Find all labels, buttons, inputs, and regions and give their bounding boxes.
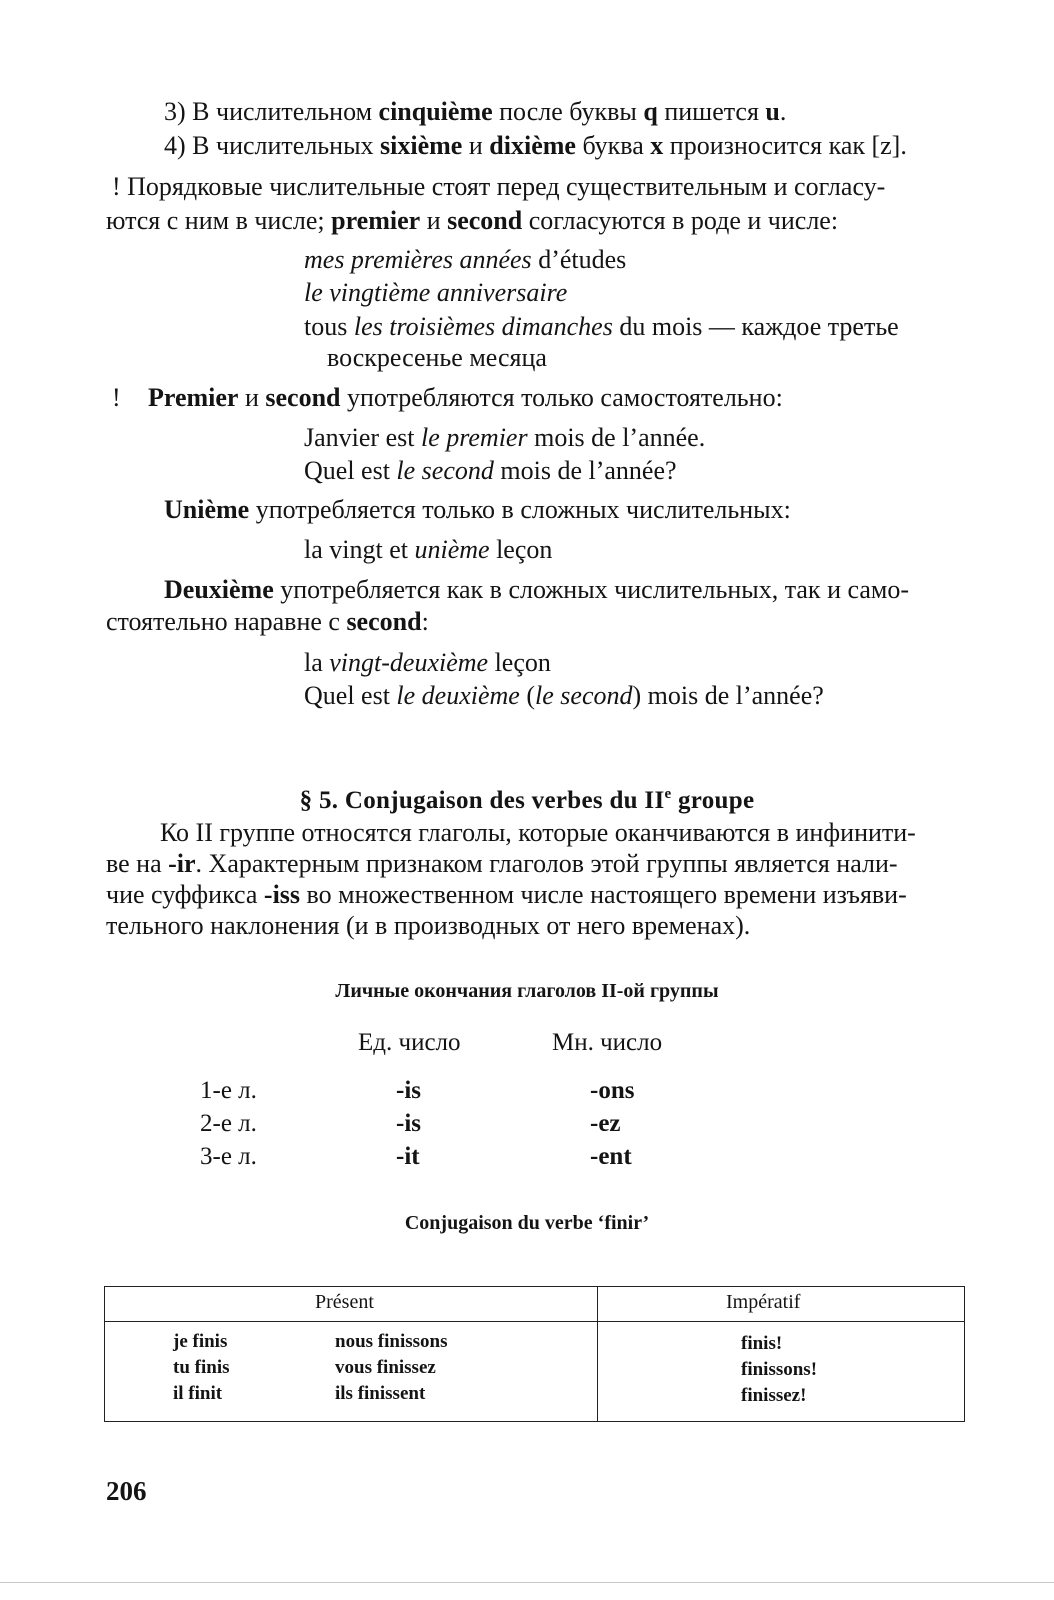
endings-singular: -it [396, 1143, 420, 1170]
deuxieme-rule-line-2 [106, 607, 429, 637]
note-1-line-2 [106, 206, 838, 236]
note-term: Premier [148, 383, 239, 412]
page-number: 206 [106, 1476, 147, 1506]
section-heading [0, 786, 1054, 815]
example-text: mois de l’année? [493, 456, 677, 485]
note-text: и [238, 383, 266, 412]
endings-singular: -is [396, 1110, 421, 1137]
finir-form: vous finissez [335, 1357, 436, 1378]
example-line [304, 535, 552, 565]
example-line: le vingtième anniversaire [304, 278, 568, 307]
intro-line-4: тельного наклонения (и в производных от него временах). [106, 911, 751, 940]
endings-singular: -is [396, 1077, 421, 1104]
example-line [304, 423, 705, 453]
finir-imperative: finis! [741, 1333, 783, 1354]
intro-line-3 [106, 880, 907, 910]
note-term: second [447, 206, 523, 235]
table-divider [597, 1287, 598, 1421]
note-text: употребляются только самостоятельно: [340, 383, 783, 412]
rule-text: стоятельно наравне с [106, 607, 347, 636]
rule-3-letter: q [643, 97, 658, 126]
endings-plural: -ent [590, 1143, 632, 1170]
note-term: premier [331, 206, 421, 235]
example-text: leçon [488, 648, 551, 677]
example-text: du mois — каждое третье [612, 312, 899, 341]
example-italic: unième [414, 535, 490, 564]
rule-3-text: пишется [657, 97, 766, 126]
rule-4-term: dixième [489, 131, 576, 160]
finir-header-imperatif: Impératif [726, 1291, 801, 1313]
intro-term: -iss [263, 880, 301, 909]
intro-text: ве на [106, 849, 169, 878]
finir-title: Conjugaison du verbe ‘finir’ [404, 1212, 650, 1234]
endings-header-singular: Ед. число [358, 1029, 461, 1056]
example-italic: le second [535, 681, 633, 710]
example-text: Quel est [304, 456, 397, 485]
rule-4-text: 4) В числительных [164, 131, 381, 160]
endings-person: 3-е л. [200, 1143, 257, 1170]
example-italic: les troisièmes dimanches [353, 312, 613, 341]
rule-text: употребляется только в сложных числительных: [249, 495, 791, 524]
note-term: second [265, 383, 341, 412]
example-line [304, 245, 626, 275]
note-text: согласуются в роде и числе: [522, 206, 839, 235]
example-text: Quel est [304, 681, 397, 710]
rule-3-term: cinquième [378, 97, 493, 126]
rule-term: second [346, 607, 422, 636]
rule-term: Deuxième [164, 575, 274, 604]
example-italic: le deuxième [396, 681, 520, 710]
intro-line-1: Ко II группе относятся глаголы, которые оканчиваются в инфинити- [160, 818, 916, 847]
endings-plural: -ons [590, 1077, 635, 1104]
finir-form: nous finissons [335, 1331, 448, 1352]
rule-4-term: sixième [380, 131, 463, 160]
section-heading-superscript: e [664, 786, 672, 802]
intro-text: во множественном числе настоящего времени изъяви- [300, 880, 907, 909]
finir-imperative: finissez! [741, 1385, 807, 1406]
rule-text: употребляется как в сложных числительных, так и само- [273, 575, 909, 604]
rule-3-text: 3) В числительном [164, 97, 379, 126]
endings-person: 1-е л. [200, 1077, 257, 1104]
example-italic: mes premières années [304, 245, 532, 274]
example-text: leçon [489, 535, 553, 564]
finir-form: tu finis [173, 1357, 230, 1378]
example-line [304, 681, 824, 711]
rule-3-text: после буквы [492, 97, 644, 126]
example-italic: le second [396, 456, 494, 485]
finir-form: il finit [173, 1383, 223, 1404]
scan-edge-line [0, 1582, 1054, 1583]
rule-4-text: произносится как [z]. [663, 131, 907, 160]
intro-text: чие суффикса [106, 880, 264, 909]
example-line [304, 648, 551, 678]
deuxieme-rule-line-1 [164, 575, 909, 605]
example-text: d’études [531, 245, 627, 274]
finir-imperative: finissons! [741, 1359, 818, 1380]
example-text: la vingt et [304, 535, 415, 564]
rule-3-letter: u [765, 97, 780, 126]
intro-line-2 [106, 849, 898, 879]
unieme-rule [164, 495, 791, 525]
example-text: Janvier est [304, 423, 421, 452]
rule-term: Unième [164, 495, 250, 524]
note-2-line [148, 383, 783, 413]
note-text: и [420, 206, 448, 235]
rule-4-text: и [462, 131, 490, 160]
intro-text: . Характерным признаком глаголов этой группы является нали- [195, 849, 898, 878]
example-italic: vingt-deuxième [329, 648, 489, 677]
example-text: ( [519, 681, 536, 710]
table-divider [105, 1321, 964, 1322]
rule-4-text: буква [575, 131, 651, 160]
rule-4-letter: x [650, 131, 664, 160]
rule-3-text: . [779, 97, 787, 126]
example-text: mois de l’année. [527, 423, 706, 452]
endings-title: Личные окончания глаголов II-ой группы [335, 980, 719, 1002]
endings-person: 2-е л. [200, 1110, 257, 1137]
note-text: ются с ним в числе; [106, 206, 332, 235]
rule-3 [164, 97, 786, 127]
finir-header-present: Présent [315, 1291, 374, 1313]
endings-header-plural: Мн. число [552, 1029, 663, 1056]
example-text: tous [304, 312, 354, 341]
section-heading-text: § 5. Conjugaison des verbes du II [299, 787, 665, 814]
example-line: воскресенье месяца [327, 343, 547, 372]
note-1-line-1: ! Порядковые числительные стоят перед существительным и согласу- [112, 172, 886, 201]
example-line [304, 456, 677, 486]
finir-table [104, 1286, 965, 1422]
endings-plural: -ez [590, 1110, 621, 1137]
section-heading-text: groupe [671, 787, 755, 814]
rule-text: : [421, 607, 429, 636]
intro-term: -ir [168, 849, 196, 878]
example-line [304, 312, 899, 342]
example-text: ) mois de l’année? [632, 681, 824, 710]
finir-form: ils finissent [335, 1383, 426, 1404]
note-2-mark: ! [112, 383, 121, 412]
example-text: la [304, 648, 330, 677]
finir-form: je finis [173, 1331, 228, 1352]
example-italic: le premier [420, 423, 528, 452]
rule-4 [164, 131, 907, 161]
